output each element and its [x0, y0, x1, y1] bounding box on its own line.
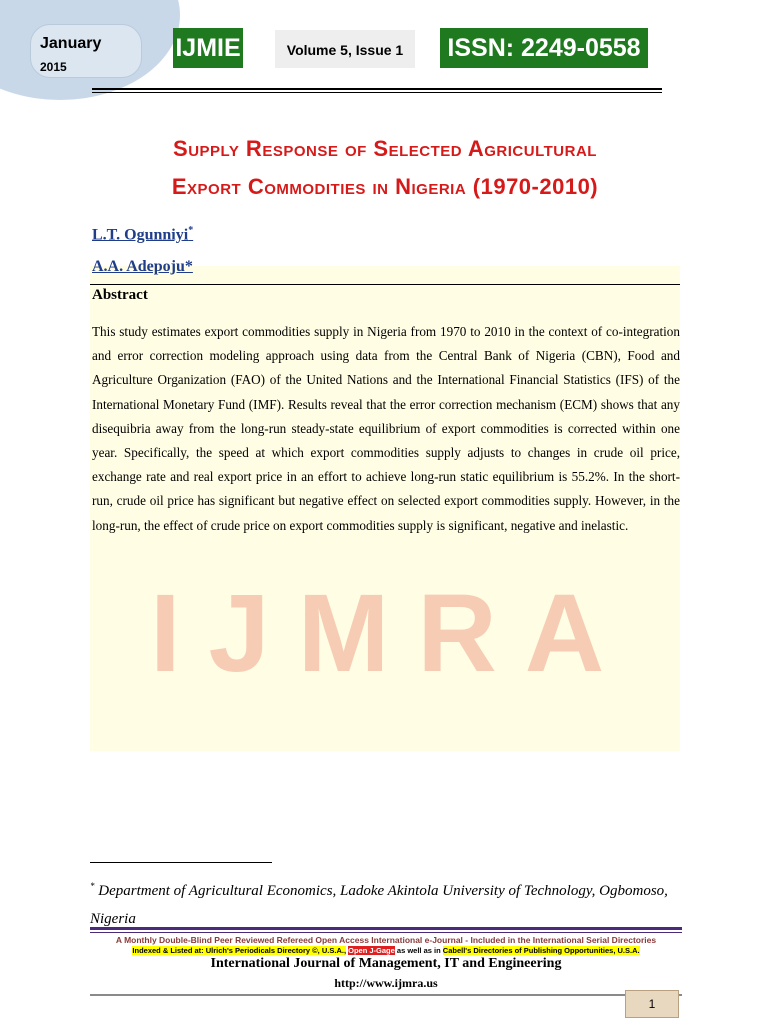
- indexing-ulrich: Indexed & Listed at: Ulrich's Periodicals Directory ©, U.S.A.,: [132, 946, 347, 955]
- abstract-text: This study estimates export commodities supply in Nigeria from 1970 to 2010 in the context of co-integration and error correction modeling approach using data from the Central Bank of Nigeria (CBN), Food and Agriculture Organization (FAO) of the United Nations and the International Financial Statistics (IFS) of the International Monetary Fund (IMF). Results reveal that the error correction mechanism (ECM) shows that any disequibria away from the long-run steady-state equilibrium of export commodities is corrected within one year. Specifically, the speed at which export commodities supply adjusts to changes in crude oil price, exchange rate and real export price in an effort to achieve long-run static equilibrium is 55.2%. In the short-run, crude oil price has significant but negative effect on selected export commodities supply. However, in the long-run, the effect of crude price on export commodities supply is significant, negative and inelastic.: [92, 324, 680, 533]
- abstract-heading: Abstract: [92, 287, 148, 303]
- indexing-line: [90, 946, 682, 955]
- header-rule: [92, 88, 662, 90]
- volume-issue: Volume 5, Issue 1: [275, 30, 415, 68]
- issue-year: 2015: [40, 60, 67, 74]
- journal-description: A Monthly Double-Blind Peer Reviewed Refereed Open Access International e-Journal - Included in the International Serial Directories: [115, 935, 657, 945]
- author-1-mark: *: [188, 225, 194, 236]
- indexing-cabells: Cabell's Directories of Publishing Opportunities, U.S.A.: [442, 946, 640, 955]
- title-line-1: Supply Response of Selected Agricultural: [173, 136, 597, 161]
- issn-number: ISSN: 2249-0558: [440, 28, 648, 68]
- footnote-text: Department of Agricultural Economics, Ladoke Akintola University of Technology, Ogbomoso, Nigeria: [90, 883, 668, 927]
- author-affiliation-footnote: [90, 872, 680, 933]
- author-1-name: L.T. Ogunniyi: [92, 226, 189, 244]
- abstract-rule: [90, 284, 680, 285]
- author-2[interactable]: A.A. Adepoju*: [92, 258, 193, 275]
- author-1[interactable]: [92, 225, 193, 244]
- footnote-mark: *: [90, 881, 95, 891]
- page-number: 1: [625, 990, 679, 1018]
- indexing-connector: as well as in: [396, 946, 441, 955]
- watermark-logo: IJMRA: [150, 572, 633, 695]
- journal-abbreviation: IJMIE: [173, 28, 243, 68]
- journal-full-name: International Journal of Management, IT and Engineering: [210, 956, 562, 971]
- footer-rule-thin: [90, 932, 682, 933]
- indexing-open-jgage[interactable]: Open J-Gage: [348, 946, 395, 955]
- footer-rule: [90, 927, 682, 930]
- issue-month: January: [40, 35, 102, 52]
- journal-url[interactable]: http://www.ijmra.us: [334, 976, 438, 990]
- header-rule-thin: [92, 92, 662, 93]
- title-line-2: Export Commodities in Nigeria (1970-2010): [171, 174, 599, 199]
- article-title: [95, 130, 675, 206]
- page-number-bar: [90, 994, 682, 996]
- footnote-rule: [90, 862, 272, 863]
